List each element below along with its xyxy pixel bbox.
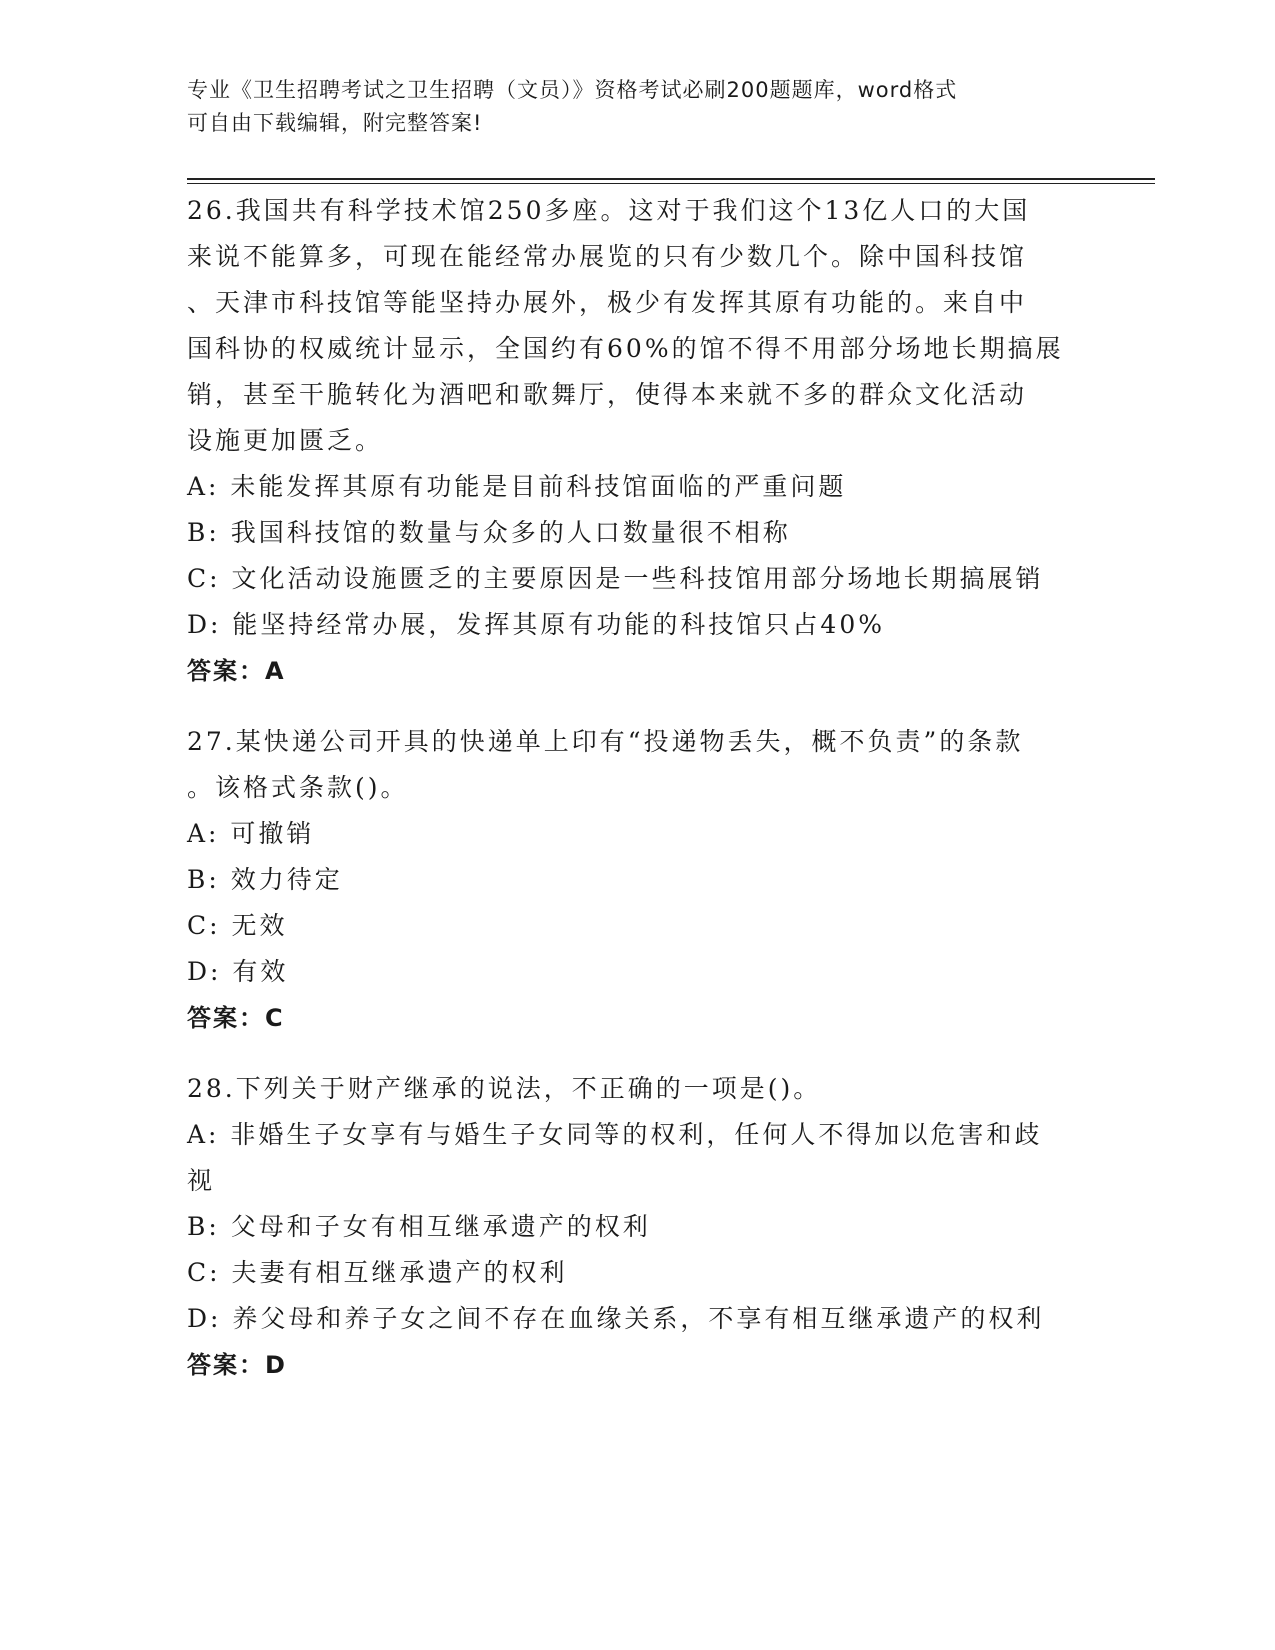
option-d: D: 养父母和养子女之间不存在血缘关系，不享有相互继承遗产的权利 [187, 1304, 1045, 1333]
question-stem-line: 28.下列关于财产继承的说法，不正确的一项是()。 [187, 1074, 822, 1103]
option-c: C: 文化活动设施匮乏的主要原因是一些科技馆用部分场地长期搞展销 [187, 564, 1044, 593]
document-header [187, 74, 1087, 140]
header-divider-thin [187, 183, 1155, 184]
question-stem-line: 26.我国共有科学技术馆250多座。这对于我们这个13亿人口的大国 [187, 196, 1031, 225]
question-stem-line: 、天津市科技馆等能坚持办展外，极少有发挥其原有功能的。来自中 [187, 288, 1028, 317]
option-a: A: 未能发挥其原有功能是目前科技馆面临的严重问题 [187, 472, 847, 501]
option-c: C: 夫妻有相互继承遗产的权利 [187, 1258, 568, 1287]
option-d: D: 有效 [187, 957, 289, 986]
option-a-continued: 视 [187, 1166, 216, 1195]
question-item [187, 1066, 1087, 1388]
question-item [187, 719, 1087, 1041]
header-title-line-1: 专业《卫生招聘考试之卫生招聘（文员）》资格考试必刷200题题库，word格式 [187, 78, 958, 102]
question-stem-line: 27.某快递公司开具的快递单上印有“投递物丢失，概不负责”的条款 [187, 727, 1024, 756]
option-d: D: 能坚持经常办展，发挥其原有功能的科技馆只占40% [187, 610, 885, 639]
question-stem-line: 设施更加匮乏。 [187, 426, 384, 455]
option-b: B: 父母和子女有相互继承遗产的权利 [187, 1212, 651, 1241]
option-c: C: 无效 [187, 911, 288, 940]
answer-label: 答案：A [187, 657, 286, 685]
question-stem-line: 。该格式条款()。 [187, 773, 409, 802]
option-a: A: 非婚生子女享有与婚生子女同等的权利，任何人不得加以危害和歧 [187, 1120, 1043, 1149]
question-stem-line: 销，甚至干脆转化为酒吧和歌舞厅，使得本来就不多的群众文化活动 [187, 380, 1028, 409]
answer-label: 答案：D [187, 1351, 287, 1379]
option-b: B: 效力待定 [187, 865, 343, 894]
question-item [187, 188, 1087, 694]
option-a: A: 可撤销 [187, 819, 315, 848]
header-title-line-2: 可自由下载编辑，附完整答案! [187, 111, 483, 135]
question-stem-line: 来说不能算多，可现在能经常办展览的只有少数几个。除中国科技馆 [187, 242, 1028, 271]
answer-label: 答案：C [187, 1004, 285, 1032]
option-b: B: 我国科技馆的数量与众多的人口数量很不相称 [187, 518, 791, 547]
question-list [187, 188, 1087, 1413]
question-stem-line: 国科协的权威统计显示，全国约有60%的馆不得不用部分场地长期搞展 [187, 334, 1064, 363]
header-divider-thick [187, 178, 1155, 180]
